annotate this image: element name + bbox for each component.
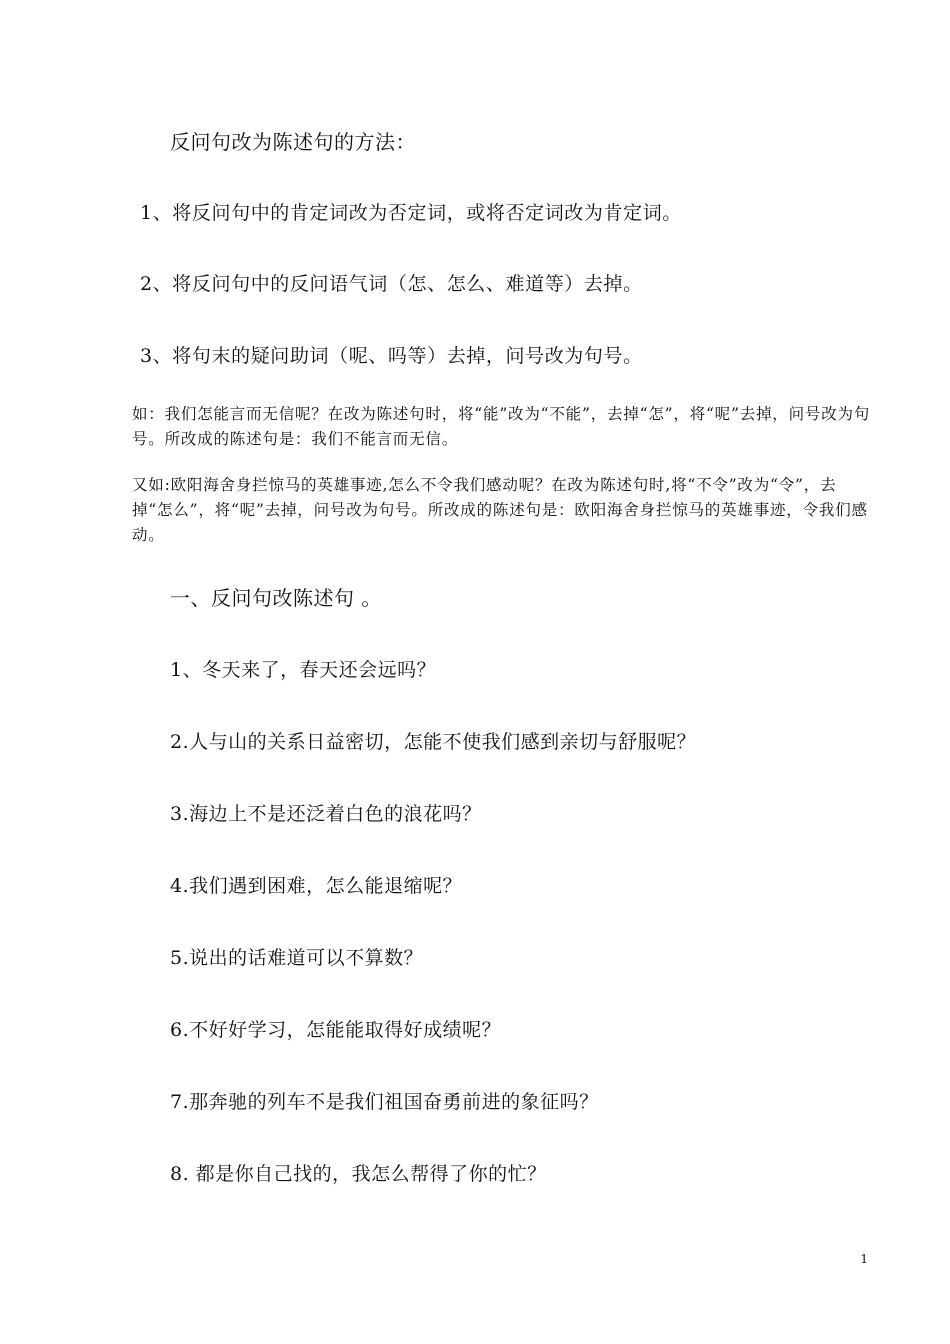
question-item: 3.海边上不是还泛着白色的浪花吗？	[170, 803, 482, 825]
method-item: 1、将反问句中的肯定词改为否定词，或将否定词改为肯定词。	[140, 202, 682, 224]
question-item: 4.我们遇到困难，怎么能退缩呢？	[170, 875, 463, 897]
exercise-heading: 一、反问句改陈述句 。	[170, 586, 382, 610]
question-item: 5.说出的话难道可以不算数？	[170, 947, 424, 969]
example-paragraph: 又如:欧阳海舍身拦惊马的英雄事迹,怎么不令我们感动呢？在改为陈述句时,将“不令”改为“令”，去掉“怎么”，将“呢”去掉，问号改为句号。所改成的陈述句是：欧阳海舍身拦惊马的英雄事迹，令我们感动。	[132, 476, 868, 544]
example-paragraph: 如：我们怎能言而无信呢？在改为陈述句时，将“能”改为“不能”，去掉“怎”，将“呢”去掉，问号改为句号。所改成的陈述句是：我们不能言而无信。	[132, 405, 871, 448]
question-item: 1、冬天来了，春天还会远吗？	[170, 659, 437, 681]
question-item: 8. 都是你自己找的，我怎么帮得了你的忙？	[170, 1163, 547, 1185]
method-item: 3、将句末的疑问助词（呢、吗等）去掉，问号改为句号。	[140, 345, 643, 367]
question-item: 2.人与山的关系日益密切，怎能不使我们感到亲切与舒服呢？	[170, 731, 697, 753]
page-title: 反问句改为陈述句的方法：	[170, 130, 416, 154]
method-item: 2、将反问句中的反问语气词（怎、怎么、难道等）去掉。	[140, 273, 643, 295]
question-item: 7.那奔驰的列车不是我们祖国奋勇前进的象征吗？	[170, 1091, 599, 1113]
question-item: 6.不好好学习，怎能能取得好成绩呢？	[170, 1019, 502, 1041]
page-number: 1	[860, 1252, 868, 1266]
